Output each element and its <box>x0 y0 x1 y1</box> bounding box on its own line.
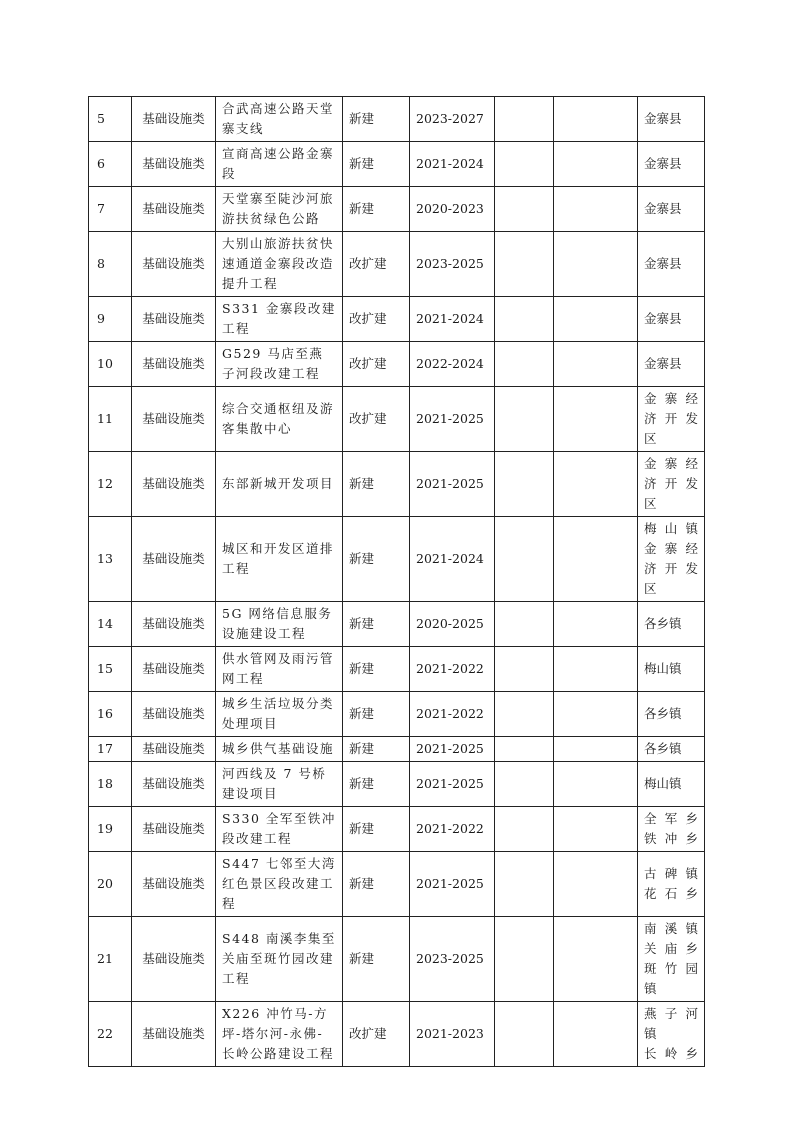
location-line: 金寨县 <box>644 311 682 326</box>
construction-type: 新建 <box>343 852 410 917</box>
project-category: 基础设施类 <box>132 807 216 852</box>
empty-cell <box>554 97 638 142</box>
empty-cell <box>495 142 554 187</box>
row-number: 6 <box>89 142 132 187</box>
row-number: 18 <box>89 762 132 807</box>
project-location <box>638 647 705 692</box>
empty-cell <box>554 142 638 187</box>
row-number: 12 <box>89 452 132 517</box>
location-line: 梅山镇 <box>644 776 682 791</box>
construction-period: 2021-2024 <box>410 142 495 187</box>
construction-period: 2021-2025 <box>410 452 495 517</box>
project-category: 基础设施类 <box>132 1002 216 1067</box>
location-line: 梅山镇 <box>644 661 682 676</box>
location-line: 区 <box>644 431 657 446</box>
project-name: 宣商高速公路金寨段 <box>216 142 343 187</box>
location-line: 金寨县 <box>644 156 682 171</box>
project-category: 基础设施类 <box>132 387 216 452</box>
empty-cell <box>495 387 554 452</box>
construction-type: 新建 <box>343 692 410 737</box>
project-category: 基础设施类 <box>132 917 216 1002</box>
construction-type: 新建 <box>343 762 410 807</box>
row-number: 22 <box>89 1002 132 1067</box>
project-location <box>638 917 705 1002</box>
construction-type: 新建 <box>343 97 410 142</box>
empty-cell <box>495 692 554 737</box>
location-line: 古碑镇 <box>644 866 698 881</box>
project-name: 河西线及 7 号桥建设项目 <box>216 762 343 807</box>
row-number: 16 <box>89 692 132 737</box>
empty-cell <box>554 647 638 692</box>
table-row <box>89 852 705 917</box>
empty-cell <box>554 452 638 517</box>
location-line: 关庙乡 <box>644 941 698 956</box>
construction-period: 2023-2025 <box>410 917 495 1002</box>
construction-period: 2021-2025 <box>410 762 495 807</box>
construction-period: 2021-2024 <box>410 297 495 342</box>
project-category: 基础设施类 <box>132 232 216 297</box>
empty-cell <box>554 187 638 232</box>
location-line: 金寨县 <box>644 201 682 216</box>
project-location <box>638 387 705 452</box>
empty-cell <box>495 647 554 692</box>
empty-cell <box>495 807 554 852</box>
construction-period: 2021-2022 <box>410 807 495 852</box>
empty-cell <box>495 187 554 232</box>
row-number: 5 <box>89 97 132 142</box>
location-line: 镇 <box>644 1026 657 1041</box>
project-name: 5G 网络信息服务设施建设工程 <box>216 602 343 647</box>
empty-cell <box>495 232 554 297</box>
row-number: 19 <box>89 807 132 852</box>
empty-cell <box>554 737 638 762</box>
project-name: 城乡供气基础设施 <box>216 737 343 762</box>
construction-period: 2022-2024 <box>410 342 495 387</box>
location-line: 金寨县 <box>644 356 682 371</box>
project-location <box>638 452 705 517</box>
location-line: 斑竹园 <box>644 961 698 976</box>
project-name: S448 南溪李集至关庙至斑竹园改建工程 <box>216 917 343 1002</box>
row-number: 11 <box>89 387 132 452</box>
project-category: 基础设施类 <box>132 602 216 647</box>
location-line: 镇 <box>644 981 657 996</box>
location-line: 全军乡 <box>644 811 698 826</box>
location-line: 各乡镇 <box>644 706 682 721</box>
table-row <box>89 97 705 142</box>
project-name: 天堂寨至陡沙河旅游扶贫绿色公路 <box>216 187 343 232</box>
location-line: 梅山镇 <box>644 521 698 536</box>
location-line: 金寨县 <box>644 111 682 126</box>
project-location <box>638 232 705 297</box>
table-body <box>89 97 705 1067</box>
empty-cell <box>554 1002 638 1067</box>
location-line: 金寨经 <box>644 456 698 471</box>
project-location <box>638 852 705 917</box>
project-category: 基础设施类 <box>132 517 216 602</box>
construction-period: 2021-2022 <box>410 647 495 692</box>
construction-type: 新建 <box>343 647 410 692</box>
project-category: 基础设施类 <box>132 142 216 187</box>
location-line: 金寨县 <box>644 256 682 271</box>
table-row <box>89 692 705 737</box>
location-line: 长岭乡 <box>644 1046 698 1061</box>
project-name: 综合交通枢纽及游客集散中心 <box>216 387 343 452</box>
project-category: 基础设施类 <box>132 297 216 342</box>
empty-cell <box>554 807 638 852</box>
project-location <box>638 97 705 142</box>
construction-type: 改扩建 <box>343 342 410 387</box>
location-line: 济开发 <box>644 476 698 491</box>
table-row <box>89 737 705 762</box>
construction-type: 新建 <box>343 517 410 602</box>
row-number: 20 <box>89 852 132 917</box>
construction-period: 2020-2025 <box>410 602 495 647</box>
construction-period: 2021-2025 <box>410 852 495 917</box>
location-line: 区 <box>644 581 657 596</box>
table-row <box>89 232 705 297</box>
project-name: S330 全军至铁冲段改建工程 <box>216 807 343 852</box>
location-line: 区 <box>644 496 657 511</box>
empty-cell <box>554 852 638 917</box>
empty-cell <box>495 342 554 387</box>
location-line: 济开发 <box>644 411 698 426</box>
construction-period: 2020-2023 <box>410 187 495 232</box>
row-number: 13 <box>89 517 132 602</box>
project-category: 基础设施类 <box>132 452 216 517</box>
location-line: 各乡镇 <box>644 741 682 756</box>
construction-period: 2021-2024 <box>410 517 495 602</box>
table-row <box>89 762 705 807</box>
table-row <box>89 807 705 852</box>
project-name: 供水管网及雨污管网工程 <box>216 647 343 692</box>
empty-cell <box>495 1002 554 1067</box>
construction-period: 2023-2025 <box>410 232 495 297</box>
construction-period: 2021-2022 <box>410 692 495 737</box>
project-location <box>638 342 705 387</box>
location-line: 铁冲乡 <box>644 831 698 846</box>
project-table <box>88 96 705 1067</box>
empty-cell <box>554 387 638 452</box>
construction-period: 2021-2025 <box>410 387 495 452</box>
location-line: 花石乡 <box>644 886 698 901</box>
table-row <box>89 1002 705 1067</box>
construction-type: 改扩建 <box>343 232 410 297</box>
row-number: 8 <box>89 232 132 297</box>
project-name: 大别山旅游扶贫快速通道金寨段改造提升工程 <box>216 232 343 297</box>
project-name: 东部新城开发项目 <box>216 452 343 517</box>
project-category: 基础设施类 <box>132 187 216 232</box>
table-row <box>89 187 705 232</box>
location-line: 燕子河 <box>644 1006 698 1021</box>
project-location <box>638 517 705 602</box>
empty-cell <box>554 297 638 342</box>
empty-cell <box>495 297 554 342</box>
project-location <box>638 737 705 762</box>
table-row <box>89 387 705 452</box>
row-number: 15 <box>89 647 132 692</box>
table-row <box>89 602 705 647</box>
project-name: S447 七邻至大湾红色景区段改建工程 <box>216 852 343 917</box>
location-line: 各乡镇 <box>644 616 682 631</box>
row-number: 17 <box>89 737 132 762</box>
row-number: 9 <box>89 297 132 342</box>
project-location <box>638 297 705 342</box>
project-name: 合武高速公路天堂寨支线 <box>216 97 343 142</box>
project-location <box>638 762 705 807</box>
project-location <box>638 692 705 737</box>
construction-type: 改扩建 <box>343 387 410 452</box>
empty-cell <box>495 452 554 517</box>
empty-cell <box>495 602 554 647</box>
project-category: 基础设施类 <box>132 852 216 917</box>
empty-cell <box>554 232 638 297</box>
row-number: 14 <box>89 602 132 647</box>
construction-period: 2023-2027 <box>410 97 495 142</box>
project-category: 基础设施类 <box>132 647 216 692</box>
project-name: 城乡生活垃圾分类处理项目 <box>216 692 343 737</box>
construction-type: 新建 <box>343 452 410 517</box>
project-category: 基础设施类 <box>132 342 216 387</box>
construction-type: 新建 <box>343 807 410 852</box>
table-row <box>89 342 705 387</box>
table-row <box>89 452 705 517</box>
empty-cell <box>495 737 554 762</box>
construction-type: 新建 <box>343 187 410 232</box>
empty-cell <box>495 97 554 142</box>
project-location <box>638 1002 705 1067</box>
table-row <box>89 142 705 187</box>
project-category: 基础设施类 <box>132 692 216 737</box>
project-name: S331 金寨段改建工程 <box>216 297 343 342</box>
construction-period: 2021-2025 <box>410 737 495 762</box>
project-location <box>638 807 705 852</box>
empty-cell <box>554 692 638 737</box>
empty-cell <box>495 762 554 807</box>
table-row <box>89 517 705 602</box>
row-number: 10 <box>89 342 132 387</box>
project-name: X226 冲竹马-方坪-塔尔河-永佛-长岭公路建设工程 <box>216 1002 343 1067</box>
project-category: 基础设施类 <box>132 97 216 142</box>
location-line: 金寨经 <box>644 541 698 556</box>
project-category: 基础设施类 <box>132 737 216 762</box>
table-row <box>89 297 705 342</box>
construction-period: 2021-2023 <box>410 1002 495 1067</box>
construction-type: 改扩建 <box>343 297 410 342</box>
project-name: G529 马店至燕子河段改建工程 <box>216 342 343 387</box>
location-line: 济开发 <box>644 561 698 576</box>
construction-type: 新建 <box>343 142 410 187</box>
construction-type: 新建 <box>343 917 410 1002</box>
location-line: 南溪镇 <box>644 921 698 936</box>
location-line: 金寨经 <box>644 391 698 406</box>
row-number: 7 <box>89 187 132 232</box>
empty-cell <box>554 917 638 1002</box>
project-location <box>638 187 705 232</box>
project-location <box>638 602 705 647</box>
empty-cell <box>554 762 638 807</box>
empty-cell <box>554 517 638 602</box>
table-row <box>89 647 705 692</box>
project-location <box>638 142 705 187</box>
empty-cell <box>554 602 638 647</box>
project-name: 城区和开发区道排工程 <box>216 517 343 602</box>
construction-type: 改扩建 <box>343 1002 410 1067</box>
row-number: 21 <box>89 917 132 1002</box>
construction-type: 新建 <box>343 602 410 647</box>
empty-cell <box>495 517 554 602</box>
empty-cell <box>495 852 554 917</box>
empty-cell <box>554 342 638 387</box>
construction-type: 新建 <box>343 737 410 762</box>
project-category: 基础设施类 <box>132 762 216 807</box>
table-row <box>89 917 705 1002</box>
empty-cell <box>495 917 554 1002</box>
